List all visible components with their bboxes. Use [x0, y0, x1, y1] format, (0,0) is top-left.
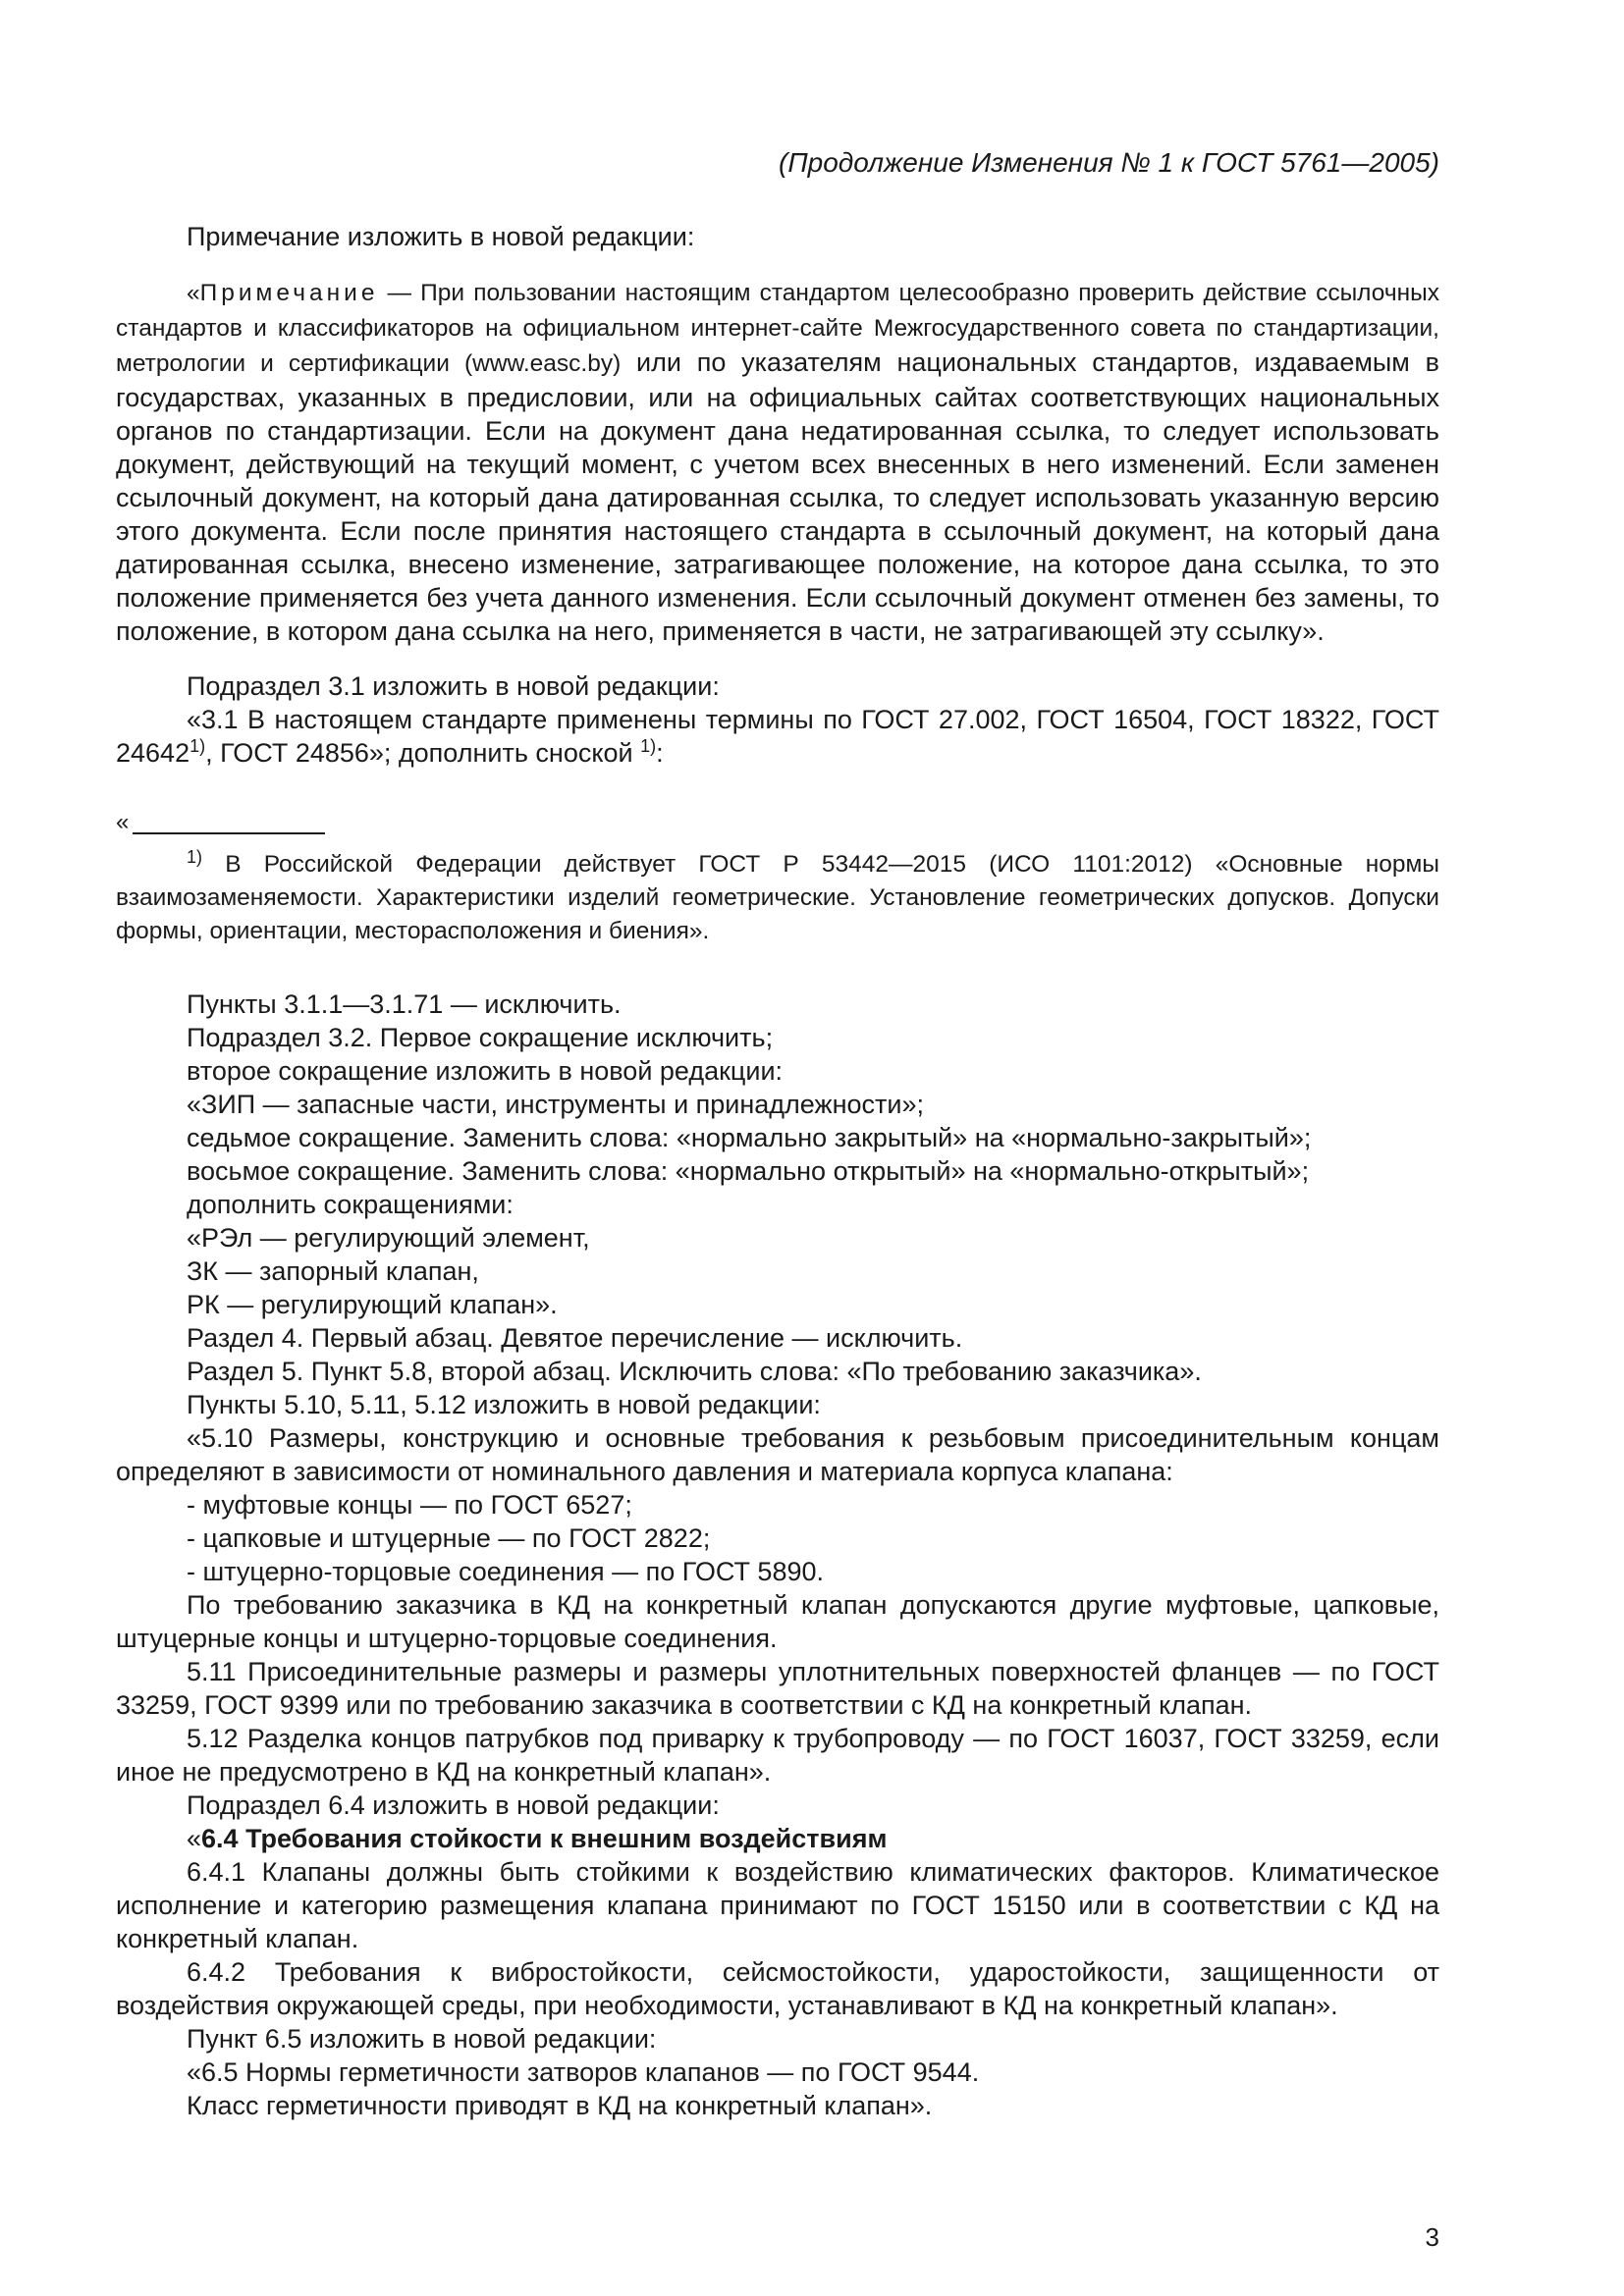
body-line: Раздел 5. Пункт 5.8, второй абзац. Исключить слова: «По требованию заказчика». — [187, 1357, 1202, 1386]
footnote-marker: 1) — [187, 846, 203, 867]
sub31-part3: : — [656, 738, 664, 768]
body-line: второе сокращение изложить в новой редакции: — [187, 1056, 784, 1086]
footnote-ref-1: 1) — [189, 736, 206, 756]
note-open-quote: « — [187, 280, 200, 306]
body-line: Пункты 3.1.1—3.1.71 — исключить. — [187, 989, 622, 1019]
body-line: Подраздел 6.4 изложить в новой редакции: — [187, 1790, 720, 1820]
page-header: (Продолжение Изменения № 1 к ГОСТ 5761—2005) — [779, 147, 1439, 178]
body-line: Раздел 4. Первый абзац. Девятое перечисление — исключить. — [187, 1323, 963, 1353]
body-line: дополнить сокращениями: — [187, 1190, 514, 1219]
heading-64-quote: « — [187, 1824, 202, 1853]
body-line: - штуцерно-торцовые соединения — по ГОСТ 5890. — [187, 1557, 825, 1586]
body-line: 6.4.1 Клапаны должны быть стойкими к воздействию климатических факторов. Климатическое исполнение и категорию размещения клапана принимают по ГОСТ 15150 или в соответствии с КД на конкретный клапан. — [116, 1857, 1439, 1953]
sub31-part2: , ГОСТ 24856»; дополнить сноской — [205, 738, 641, 768]
body-line: седьмое сокращение. Заменить слова: «нормально закрытый» на «нормально-закрытый»; — [187, 1123, 1312, 1152]
body-line: «6.5 Нормы герметичности затворов клапанов — по ГОСТ 9544. — [187, 2057, 980, 2087]
body-line: 5.11 Присоединительные размеры и размеры уплотнительных поверхностей фланцев — по ГОСТ 33259, ГОСТ 9399 или по требованию заказчика в соответствии с КД на конкретный клапан. — [116, 1657, 1439, 1720]
note-head: Примечание — [199, 280, 379, 306]
footnote-body: В Российской Федерации действует ГОСТ Р 53442—2015 (ИСО 1101:2012) «Основные нормы взаимозаменяемости. Характеристики изделий геометрические. Установление геометрических допусков. Допуски формы, ориентации, месторасположения и биения». — [116, 851, 1439, 944]
body-line: «5.10 Размеры, конструкцию и основные требования к резьбовым присоединительным концам определяют в зависимости от номинального давления и материала корпуса клапана: — [116, 1423, 1439, 1486]
body-line: восьмое сокращение. Заменить слова: «нормально открытый» на «нормально-открытый»; — [187, 1156, 1310, 1186]
note-paragraph — [116, 275, 1439, 648]
sub31-part1: «3.1 В настоящем стандарте применены термины по ГОСТ 27.002, ГОСТ 16504, ГОСТ 18322, ГОСТ 24642 — [116, 705, 1439, 768]
body-line: РК — регулирующий клапан». — [187, 1290, 558, 1319]
body-block-1 — [116, 988, 1439, 2122]
body-line: - муфтовые концы — по ГОСТ 6527; — [187, 1490, 632, 1520]
note-small-text: — При пользовании настоящим стандартом целесообразно проверить действие ссылочных стандартов и классификаторов на официальном интернет-сайте Межгосударственного совета по стандартизации, метрологии и сертификации (www.easc.by) — [116, 280, 1439, 377]
body-line: Подраздел 3.2. Первое сокращение исключить; — [187, 1023, 774, 1052]
body-line: 6.4.2 Требования к вибростойкости, сейсмостойкости, ударостойкости, защищенности от воздействия окружающей среды, при необходимости, устанавливают в КД на конкретный клапан». — [116, 1957, 1439, 2020]
subsection-31-intro: Подраздел 3.1 изложить в новой редакции: — [187, 671, 720, 701]
body-line: 5.12 Разделка концов патрубков под приварку к трубопроводу — по ГОСТ 16037, ГОСТ 33259, если иное не предусмотрено в КД на конкретный клапан». — [116, 1724, 1439, 1787]
body-line: «РЭл — регулирующий элемент, — [187, 1223, 590, 1253]
footnote-open-quote: « — [116, 809, 130, 835]
body-line: «ЗИП — запасные части, инструменты и принадлежности»; — [187, 1090, 924, 1119]
subsection-31-text — [116, 703, 1439, 770]
footnote-rule — [133, 819, 325, 834]
note-rest: или по указателям национальных стандартов, издаваемым в государствах, указанных в предисловии, или на официальных сайтах соответствующих национальных органов по стандартизации. Если на документ дана недатированная ссылка, то следует использовать документ, действующий на текущий момент, с учетом всех внесенных в него изменений. Если заменен ссылочный документ, на который дана датированная ссылка, то следует использовать указанную версию этого документа. Если после принятия настоящего стандарта в ссылочный документ, на который дана датированная ссылка, внесено изменение, затрагивающее положение, на которое дана ссылка, то это положение применяется без учета данного изменения. Если ссылочный документ отменен без замены, то положение, в котором дана ссылка на него, применяется в части, не затрагивающей эту ссылку». — [116, 347, 1439, 646]
page-number: 3 — [1425, 2222, 1439, 2252]
footnote-text — [116, 848, 1439, 948]
heading-64-title: 6.4 Требования стойкости к внешним воздействиям — [201, 1824, 888, 1853]
note-intro: Примечание изложить в новой редакции: — [187, 222, 695, 251]
body-line: Пункт 6.5 изложить в новой редакции: — [187, 2024, 657, 2054]
body-line: Класс герметичности приводят в КД на конкретный клапан». — [187, 2091, 933, 2120]
body-line: ЗК — запорный клапан, — [187, 1256, 479, 1286]
document-page — [116, 145, 1439, 2122]
body-line: Пункты 5.10, 5.11, 5.12 изложить в новой редакции: — [187, 1390, 821, 1419]
footnote-ref-2: 1) — [640, 736, 657, 756]
body-line: По требованию заказчика в КД на конкретный клапан допускаются другие муфтовые, цапковые, штуцерные концы и штуцерно-торцовые соединения. — [116, 1590, 1439, 1653]
footnote-separator — [116, 809, 1439, 835]
body-line: - цапковые и штуцерные — по ГОСТ 2822; — [187, 1523, 711, 1553]
heading-64 — [116, 1822, 1439, 1855]
